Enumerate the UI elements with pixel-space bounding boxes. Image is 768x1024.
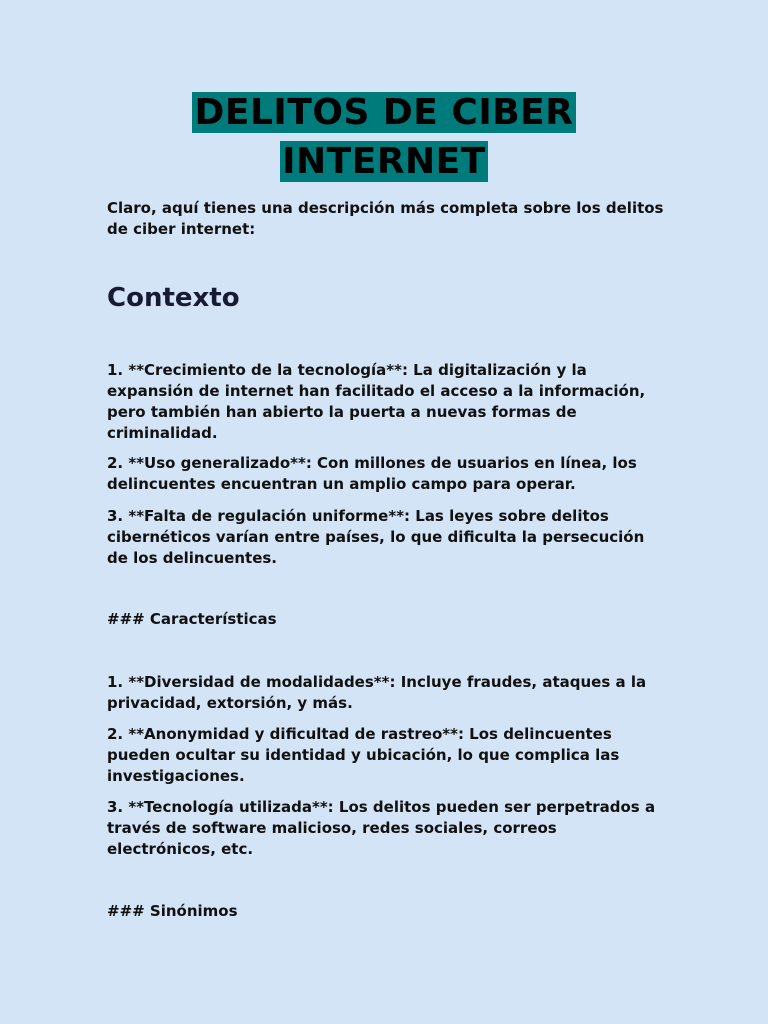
list-item: 2. **Uso generalizado**: Con millones de usuarios en línea, los delincuentes encuentran un amplio campo para operar. <box>107 454 637 493</box>
intro-paragraph: Claro, aquí tienes una descripción más completa sobre los delitos de ciber internet: <box>107 199 664 238</box>
list-item: 3. **Falta de regulación uniforme**: Las leyes sobre delitos cibernéticos varían entre países, lo que dificulta la persecución de los delincuentes. <box>107 507 645 567</box>
title-line-2: INTERNET <box>282 141 486 182</box>
list-item: 1. **Crecimiento de la tecnología**: La digitalización y la expansión de internet han facilitado el acceso a la información, pero también han abierto la puerta a nuevas formas de criminalidad. <box>107 361 646 442</box>
section-heading-sinonimos: ### Sinónimos <box>107 902 238 920</box>
list-item: 3. **Tecnología utilizada**: Los delitos pueden ser perpetrados a través de software malicioso, redes sociales, correos electrónicos, etc. <box>107 798 656 858</box>
section-heading-contexto: Contexto <box>107 283 240 313</box>
title-line-1: DELITOS DE CIBER <box>194 92 574 133</box>
document-title <box>0 92 768 182</box>
section-heading-caracteristicas: ### Características <box>107 610 277 628</box>
list-item: 1. **Diversidad de modalidades**: Incluye fraudes, ataques a la privacidad, extorsión, y más. <box>107 673 647 712</box>
list-item: 2. **Anonymidad y dificultad de rastreo**: Los delincuentes pueden ocultar su identidad y ubicación, lo que complica las investigaciones. <box>107 725 620 785</box>
